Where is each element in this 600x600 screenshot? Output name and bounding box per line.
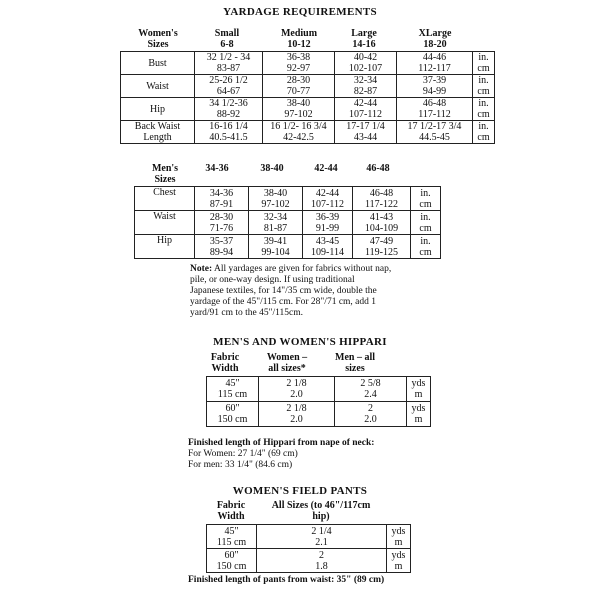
table-cell: 38-40 97-102 bbox=[249, 187, 303, 211]
table-cell: 2 1/4 2.1 bbox=[257, 525, 387, 549]
table-row bbox=[207, 402, 431, 427]
pants-title: WOMEN'S FIELD PANTS bbox=[232, 485, 368, 497]
hippari-finished bbox=[188, 438, 468, 471]
table-cell: 32-34 82-87 bbox=[335, 75, 397, 98]
table-cell: 37-39 94-99 bbox=[397, 75, 473, 98]
table-cell: 36-38 92-97 bbox=[263, 52, 335, 75]
table-cell: 32-34 81-87 bbox=[249, 211, 303, 235]
note-line: Japanese textiles, for 14"/35 cm wide, double the bbox=[190, 286, 377, 296]
table-cell: 34-36 87-91 bbox=[195, 187, 249, 211]
table-cell: 17-17 1/4 43-44 bbox=[335, 121, 397, 144]
hippari-men-header: Men – all sizes bbox=[335, 352, 375, 374]
unit-cell: in. cm bbox=[411, 187, 441, 211]
unit-cell: in. cm bbox=[473, 52, 495, 75]
unit-cell: yds m bbox=[387, 549, 411, 573]
table-row bbox=[135, 235, 441, 259]
unit-cell: in. cm bbox=[473, 75, 495, 98]
size-medium-header: Medium 10-12 bbox=[280, 28, 318, 50]
pants-fabric-header: Fabric Width bbox=[216, 500, 246, 522]
row-label: Hip bbox=[121, 98, 195, 121]
men-size-header: 42-44 bbox=[314, 163, 338, 174]
women-sizes-header: Women's Sizes bbox=[138, 28, 178, 50]
men-size-header: 34-36 bbox=[205, 163, 229, 174]
table-cell: 2 1/8 2.0 bbox=[259, 402, 335, 427]
table-row bbox=[121, 75, 495, 98]
unit-cell: in. cm bbox=[473, 98, 495, 121]
table-cell: 16-16 1/4 40.5-41.5 bbox=[195, 121, 263, 144]
table-cell: 60" 150 cm bbox=[207, 549, 257, 573]
table-cell: 34 1/2-36 88-92 bbox=[195, 98, 263, 121]
row-label: Back Waist Length bbox=[121, 121, 195, 144]
table-cell: 2 5/8 2.4 bbox=[335, 377, 407, 402]
table-cell: 41-43 104-109 bbox=[353, 211, 411, 235]
table-row bbox=[121, 52, 495, 75]
hippari-women-header: Women – all sizes* bbox=[266, 352, 308, 374]
table-cell: 39-41 99-104 bbox=[249, 235, 303, 259]
table-cell: 40-42 102-107 bbox=[335, 52, 397, 75]
table-cell: 38-40 97-102 bbox=[263, 98, 335, 121]
men-size-header: 46-48 bbox=[366, 163, 390, 174]
size-xlarge-header: XLarge 18-20 bbox=[418, 28, 452, 50]
table-row bbox=[121, 98, 495, 121]
hippari-title: MEN'S AND WOMEN'S HIPPARI bbox=[213, 336, 387, 348]
table-cell: 32 1/2 - 34 83-87 bbox=[195, 52, 263, 75]
table-cell: 35-37 89-94 bbox=[195, 235, 249, 259]
table-cell: 2 2.0 bbox=[335, 402, 407, 427]
unit-cell: yds m bbox=[407, 377, 431, 402]
table-cell: 47-49 119-125 bbox=[353, 235, 411, 259]
note-line: pile, or one-way design. If using traditional bbox=[190, 275, 355, 285]
row-label: Waist bbox=[121, 75, 195, 98]
table-cell: 46-48 117-122 bbox=[353, 187, 411, 211]
size-small-header: Small 6-8 bbox=[214, 28, 240, 50]
table-cell: 2 1/8 2.0 bbox=[259, 377, 335, 402]
men-sizes-table bbox=[134, 186, 441, 259]
table-cell: 17 1/2-17 3/4 44.5-45 bbox=[397, 121, 473, 144]
yardage-title: YARDAGE REQUIREMENTS bbox=[223, 6, 377, 18]
row-label: Waist bbox=[135, 211, 195, 235]
note-line: yardage of the 45"/115 cm. For 28"/71 cm, add 1 bbox=[190, 297, 377, 307]
hippari-fabric-header: Fabric Width bbox=[210, 352, 240, 374]
row-label: Hip bbox=[135, 235, 195, 259]
table-row bbox=[135, 187, 441, 211]
table-cell: 25-26 1/2 64-67 bbox=[195, 75, 263, 98]
unit-cell: in. cm bbox=[411, 235, 441, 259]
women-sizes-table bbox=[120, 51, 495, 144]
hippari-finished-women: For Women: 27 1/4" (69 cm) bbox=[188, 449, 298, 459]
hippari-finished-title: Finished length of Hippari from nape of neck: bbox=[188, 438, 375, 448]
table-cell: 44-46 112-117 bbox=[397, 52, 473, 75]
men-size-header: 38-40 bbox=[260, 163, 284, 174]
table-cell: 43-45 109-114 bbox=[303, 235, 353, 259]
note-line: yard/91 cm to the 45"/115cm. bbox=[190, 308, 304, 318]
table-row bbox=[135, 211, 441, 235]
table-row bbox=[121, 121, 495, 144]
table-cell: 28-30 71-76 bbox=[195, 211, 249, 235]
table-cell: 2 1.8 bbox=[257, 549, 387, 573]
men-sizes-header: Men's Sizes bbox=[151, 163, 179, 185]
unit-cell: yds m bbox=[387, 525, 411, 549]
hippari-table bbox=[206, 376, 431, 427]
unit-cell: in. cm bbox=[473, 121, 495, 144]
pants-finished: Finished length of pants from waist: 35" (89 cm) bbox=[188, 575, 385, 585]
table-row bbox=[207, 549, 411, 573]
note-line: All yardages are given for fabrics without nap, bbox=[212, 264, 392, 274]
yardage-note bbox=[190, 264, 450, 319]
table-row bbox=[207, 377, 431, 402]
table-cell: 60" 150 cm bbox=[207, 402, 259, 427]
table-row bbox=[207, 525, 411, 549]
pants-table bbox=[206, 524, 411, 573]
row-label: Bust bbox=[121, 52, 195, 75]
row-label: Chest bbox=[135, 187, 195, 211]
table-cell: 42-44 107-112 bbox=[335, 98, 397, 121]
hippari-finished-men: For men: 33 1/4" (84.6 cm) bbox=[188, 460, 293, 470]
size-large-header: Large 14-16 bbox=[351, 28, 377, 50]
table-cell: 28-30 70-77 bbox=[263, 75, 335, 98]
table-cell: 45" 115 cm bbox=[207, 525, 257, 549]
table-cell: 45" 115 cm bbox=[207, 377, 259, 402]
table-cell: 36-39 91-99 bbox=[303, 211, 353, 235]
table-cell: 42-44 107-112 bbox=[303, 187, 353, 211]
unit-cell: yds m bbox=[407, 402, 431, 427]
note-label: Note: bbox=[190, 264, 213, 274]
table-cell: 46-48 117-112 bbox=[397, 98, 473, 121]
table-cell: 16 1/2- 16 3/4 42-42.5 bbox=[263, 121, 335, 144]
pants-all-header: All Sizes (to 46"/117cm hip) bbox=[271, 500, 371, 522]
unit-cell: in. cm bbox=[411, 211, 441, 235]
